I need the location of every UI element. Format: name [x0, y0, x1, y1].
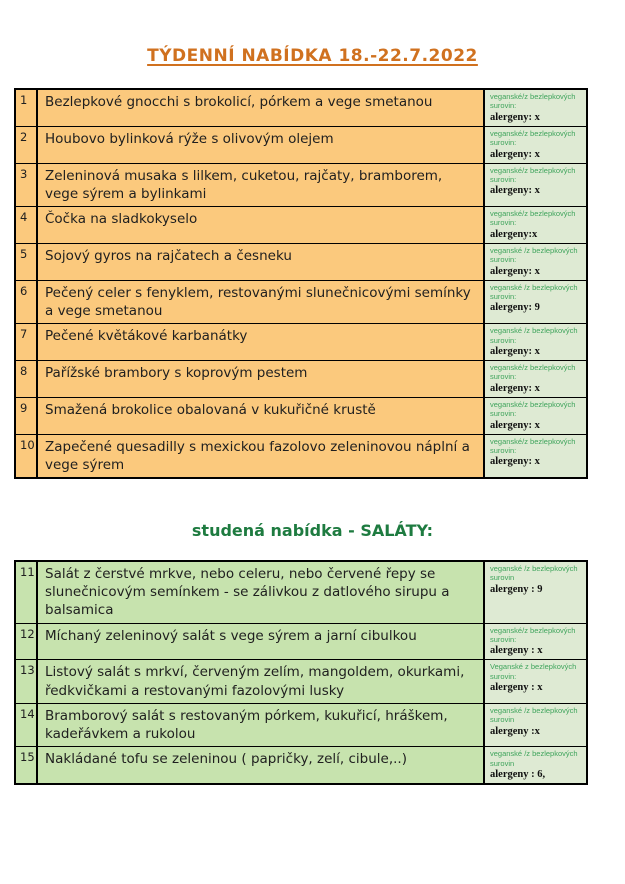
dish-text: Zeleninová musaka s lilkem, cuketou, rajčaty, bramborem, vege sýrem a bylinkami [45, 167, 443, 202]
allergens-value: alergeny:x [490, 228, 538, 240]
row-number: 12 [16, 624, 38, 660]
row-number: 7 [16, 324, 38, 360]
allergen-cell [483, 624, 586, 660]
allergen-cell [483, 704, 586, 746]
allergen-cell [483, 127, 586, 163]
table-row [16, 90, 586, 127]
row-number: 3 [16, 164, 38, 206]
vegan-glutenfree-label: veganské/z bezlepkových surovin: [490, 362, 576, 382]
vegan-glutenfree-label: veganské /z bezlepkových surovin [490, 564, 578, 583]
allergen-cell [483, 164, 586, 206]
row-number: 8 [16, 361, 38, 397]
dish-text: Nakládané tofu se zeleninou ( papričky, zelí, cibule,..) [45, 751, 407, 768]
table-row [16, 127, 586, 164]
vegan-glutenfree-label: veganské/z bezlepkových surovin: [490, 399, 576, 419]
row-number: 1 [16, 90, 38, 126]
table-row [16, 164, 586, 207]
allergens-value: alergeny : x [490, 645, 543, 657]
vegan-glutenfree-label: veganské /z bezlepkových surovin [490, 749, 578, 768]
dish-text: Houbovo bylinková rýže s olivovým olejem [45, 130, 334, 147]
allergen-cell [483, 324, 586, 360]
row-number: 14 [16, 704, 38, 746]
vegan-glutenfree-label: veganské /z bezlepkových surovin: [490, 282, 578, 302]
dish-text: Pařížské brambory s koprovým pestem [45, 364, 308, 381]
row-number: 13 [16, 660, 38, 702]
table-row [16, 435, 586, 477]
dish-text: Pečený celer s fenyklem, restovanými slunečnicovými semínky a vege smetanou [45, 284, 471, 319]
vegan-glutenfree-label: veganské/z bezlepkových surovin: [490, 436, 576, 455]
allergen-cell [483, 244, 586, 280]
allergen-cell [483, 435, 586, 477]
vegan-glutenfree-label: veganské /z bezlepkových surovin: [490, 245, 578, 265]
vegan-glutenfree-label: veganské/z bezlepkových surovin: [490, 209, 576, 228]
vegan-glutenfree-label: Veganské z bezlepkových surovin: [490, 662, 577, 681]
allergens-value: alergeny: x [490, 419, 540, 431]
table-row [16, 660, 586, 703]
dish-text: Sojový gyros na rajčatech a česneku [45, 247, 292, 264]
row-number: 5 [16, 244, 38, 280]
table-row [16, 624, 586, 661]
dish-text: Smažená brokolice obalovaná v kukuřičné krustě [45, 401, 376, 418]
allergen-cell [483, 660, 586, 702]
allergens-value: alergeny : x [490, 682, 543, 694]
dish-text: Pečené květákové karbanátky [45, 328, 248, 345]
vegan-glutenfree-label: veganské/z bezlepkových surovin: [490, 625, 576, 645]
allergen-cell [483, 281, 586, 323]
vegan-glutenfree-label: veganské/z bezlepkových surovin: [490, 128, 576, 148]
allergen-cell [483, 562, 586, 623]
allergens-value: alergeny : 9 [490, 583, 543, 595]
allergens-value: alergeny: x [490, 111, 540, 123]
row-number: 4 [16, 207, 38, 243]
allergens-value: alergeny: x [490, 345, 540, 357]
dish-text: Zapečené quesadilly s mexickou fazolovo zeleninovou náplní a vege sýrem [45, 438, 470, 473]
dish-text: Bramborový salát s restovaným pórkem, kukuřicí, hráškem, kadeřávkem a rukolou [45, 707, 448, 743]
allergens-value: alergeny: 9 [490, 302, 540, 314]
table-row [16, 281, 586, 324]
row-number: 15 [16, 747, 38, 783]
allergens-value: alergeny: x [490, 265, 540, 277]
allergen-cell [483, 207, 586, 243]
dish-text: Čočka na sladkokyselo [45, 211, 198, 228]
row-number: 2 [16, 127, 38, 163]
vegan-glutenfree-label: veganské /z bezlepkových surovin [490, 705, 578, 725]
dish-text: Míchaný zeleninový salát s vege sýrem a jarní cibulkou [45, 627, 417, 644]
row-number: 11 [16, 562, 38, 623]
allergen-cell [483, 90, 586, 126]
vegan-glutenfree-label: veganské /z bezlepkových surovin: [490, 326, 578, 345]
allergens-value: alergeny : 6, [490, 769, 546, 781]
page-title: TÝDENNÍ NABÍDKA 18.-22.7.2022 [147, 46, 478, 66]
dish-text: Salát z čerstvé mrkve, nebo celeru, nebo červené řepy se slunečnicovým semínkem - se zálivkou z datlového sirupu a balsamica [45, 566, 450, 619]
dish-text: Bezlepkové gnocchi s brokolicí, pórkem a vege smetanou [45, 94, 433, 110]
row-number: 10 [16, 435, 38, 477]
allergen-cell [483, 361, 586, 397]
table-row [16, 361, 586, 398]
salads-section-title: studená nabídka - SALÁTY: [191, 521, 434, 540]
salads-menu-table [14, 560, 588, 785]
table-row [16, 562, 586, 624]
table-row [16, 244, 586, 281]
allergen-cell [483, 398, 586, 434]
allergens-value: alergeny: x [490, 185, 540, 197]
allergens-value: alergeny: x [490, 148, 540, 160]
allergens-value: alergeny :x [490, 725, 540, 737]
table-row [16, 324, 586, 361]
weekly-menu-table [14, 88, 588, 479]
allergen-cell [483, 747, 586, 783]
row-number: 6 [16, 281, 38, 323]
row-number: 9 [16, 398, 38, 434]
dish-text: Listový salát s mrkví, červeným zelím, mangoldem, okurkami, ředkvičkami a restovanými fazolovými lusky [45, 664, 465, 699]
table-row [16, 398, 586, 435]
allergens-value: alergeny: x [490, 382, 540, 394]
vegan-glutenfree-label: veganské/z bezlepkových surovin: [490, 92, 576, 111]
table-row [16, 207, 586, 244]
table-row [16, 704, 586, 747]
table-row [16, 747, 586, 783]
vegan-glutenfree-label: veganské/z bezlepkových surovin: [490, 165, 576, 184]
allergens-value: alergeny: x [490, 456, 540, 468]
